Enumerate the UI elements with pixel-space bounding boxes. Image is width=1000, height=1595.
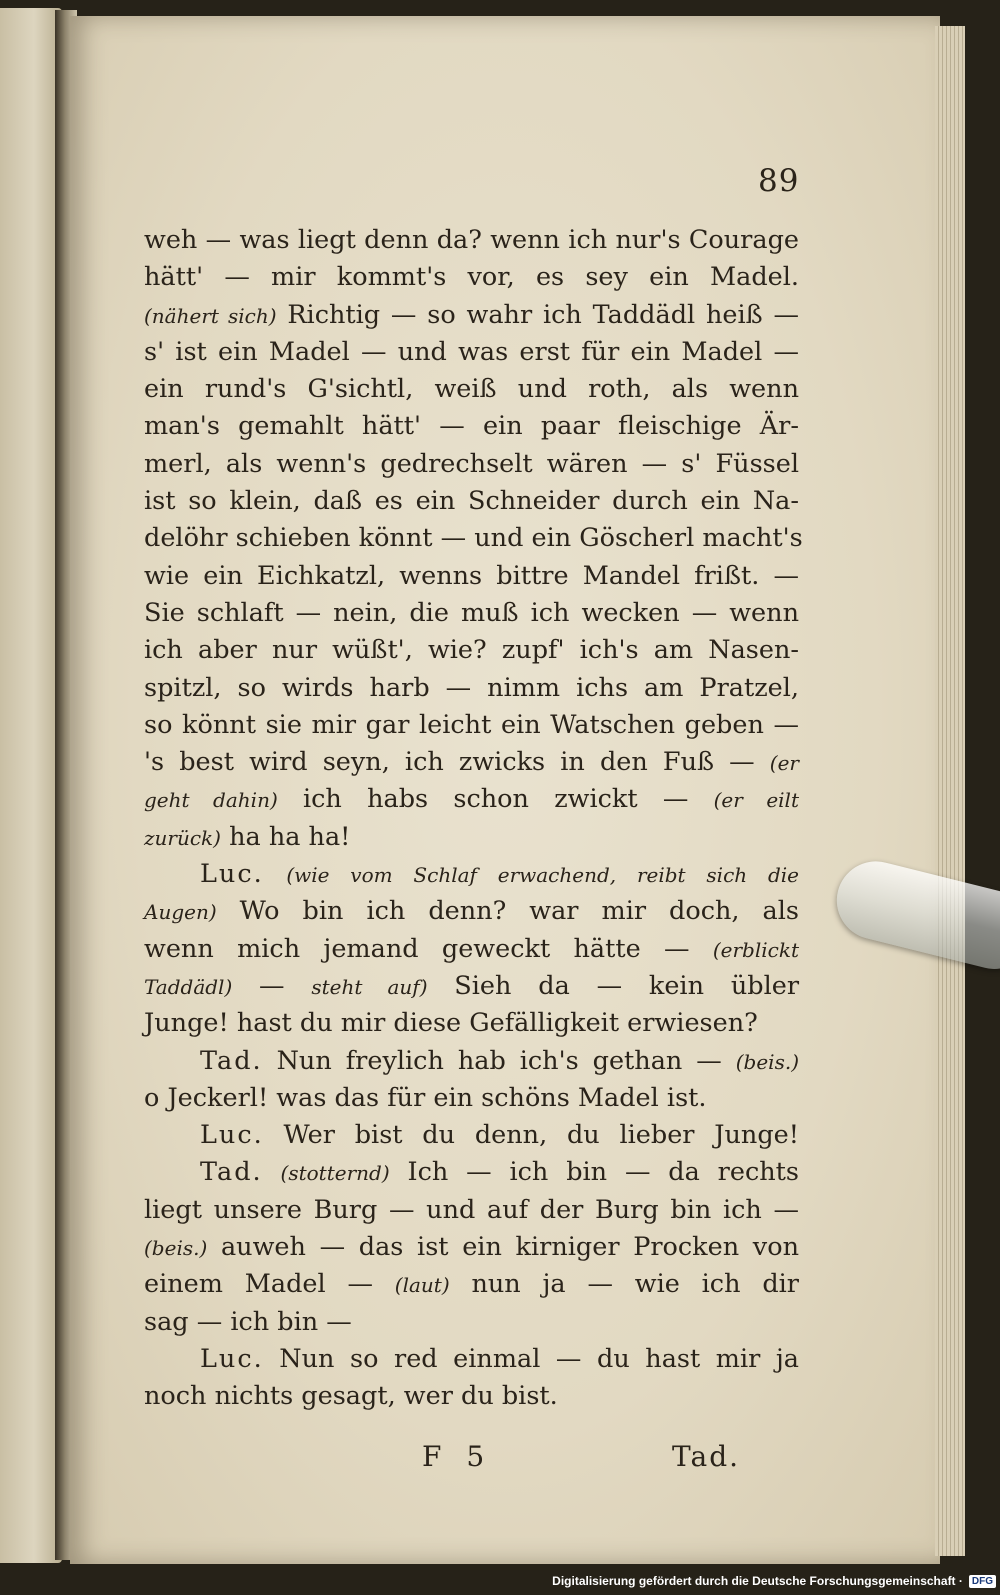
digitization-credit	[552, 1571, 996, 1591]
page-footer	[0, 1440, 1000, 1480]
text-line	[144, 558, 799, 595]
line-text: nun ja — wie ich dir	[449, 1269, 800, 1300]
text-line	[144, 1266, 799, 1303]
speaker-name: Luc.	[200, 1343, 264, 1374]
text-line	[144, 1080, 799, 1117]
line-text: Nun freylich hab ich's gethan —	[262, 1045, 736, 1076]
text-line	[144, 670, 799, 707]
stage-direction: (er	[769, 751, 799, 776]
speaker-name: Luc.	[200, 859, 264, 890]
stage-direction: Augen)	[144, 900, 217, 925]
line-text: ich aber nur wüßt', wie? zupf' ich's am Nasen-	[144, 635, 799, 666]
line-text: auweh — das ist ein kirniger Procken von	[207, 1232, 799, 1263]
stage-direction: steht auf)	[311, 974, 428, 999]
line-text: wenn mich jemand geweckt hätte —	[144, 933, 713, 964]
line-text	[263, 1157, 281, 1187]
text-line	[144, 1192, 799, 1229]
text-line	[144, 707, 799, 744]
text-line	[144, 520, 803, 557]
line-text: s' ist ein Madel — und was erst für ein Madel —	[144, 336, 799, 367]
line-text: Wer bist du denn, du lieber Junge!	[263, 1120, 799, 1151]
line-text: ich habs schon zwickt —	[277, 784, 714, 815]
page-block-edges	[935, 26, 965, 1556]
line-text: sag — ich bin —	[144, 1306, 352, 1337]
text-line	[144, 1229, 799, 1266]
text-line	[144, 371, 799, 408]
line-text: hätt' — mir kommt's vor, es sey ein Madel.	[144, 262, 799, 293]
text-line	[144, 1341, 799, 1378]
line-text: einem Madel —	[144, 1269, 395, 1300]
line-text: liegt unsere Burg — und auf der Burg bin ich —	[144, 1194, 799, 1225]
speaker-name: Luc.	[200, 1120, 264, 1151]
text-line	[144, 1005, 799, 1042]
line-text: so könnt sie mir gar leicht ein Watschen geben —	[144, 709, 799, 740]
speaker-name: Tad.	[200, 1045, 263, 1076]
text-line	[144, 968, 799, 1005]
line-text: o Jeckerl! was das für ein schöns Madel ist.	[144, 1082, 707, 1113]
line-text: Richtig — so wahr ich Taddädl heiß —	[276, 299, 799, 330]
stage-direction: (nähert sich)	[144, 303, 277, 328]
dfg-logo: DFG	[969, 1575, 996, 1588]
stage-direction: Taddädl)	[144, 974, 233, 999]
line-text: —	[232, 970, 312, 1001]
line-text: wie ein Eichkatzl, wenns bittre Mandel frißt. —	[144, 560, 799, 591]
line-text: delöhr schieben könnt — und ein Göscherl macht's	[144, 523, 803, 554]
credit-text: Digitalisierung gefördert durch die Deutsche Forschungsgemeinschaft ·	[552, 1574, 963, 1588]
text-line	[144, 259, 799, 296]
line-text: Nun so red einmal — du hast mir ja	[263, 1343, 799, 1374]
text-line	[144, 931, 799, 968]
facing-page-edge	[0, 8, 62, 1563]
line-text: ein rund's G'sichtl, weiß und roth, als wenn	[144, 374, 799, 405]
text-line	[144, 1304, 799, 1341]
text-line	[144, 1154, 799, 1191]
text-line	[144, 781, 799, 818]
stage-direction: zurück)	[144, 825, 221, 850]
line-text	[264, 859, 287, 889]
stage-direction: (beis.)	[735, 1049, 799, 1074]
text-line	[144, 1378, 799, 1415]
text-line	[144, 595, 799, 632]
speaker-name: Tad.	[200, 1157, 263, 1188]
text-line	[144, 297, 799, 334]
body-text	[144, 222, 803, 1416]
line-text: Sieh da — kein übler	[427, 970, 800, 1001]
line-text: 's best wird seyn, ich zwicks in den Fuß —	[144, 747, 770, 778]
catchword: Tad.	[672, 1440, 741, 1473]
line-text: Ich — ich bin — da rechts	[389, 1157, 800, 1188]
line-text: man's gemahlt hätt' — ein paar fleischige Är-	[144, 411, 799, 442]
text-line	[144, 1117, 799, 1154]
text-line	[144, 856, 799, 893]
line-text: Junge! hast du mir diese Gefälligkeit erwiesen?	[144, 1008, 758, 1039]
stage-direction: (beis.)	[144, 1236, 208, 1261]
text-line	[144, 1043, 799, 1080]
page-number: 89	[758, 163, 800, 199]
line-text: spitzl, so wirds harb — nimm ichs am Pratzel,	[144, 672, 799, 703]
text-line	[144, 819, 799, 856]
line-text: Wo bin ich denn? war mir doch, als	[216, 896, 799, 927]
stage-direction: geht dahin)	[144, 788, 278, 813]
line-text: merl, als wenn's gedrechselt wären — s' Füssel	[144, 448, 799, 479]
signature-mark: F 5	[422, 1440, 493, 1473]
text-line	[144, 408, 799, 445]
text-line	[144, 446, 799, 483]
line-text: noch nichts gesagt, wer du bist.	[144, 1381, 558, 1412]
stage-direction: (wie vom Schlaf erwachend, reibt sich die	[286, 863, 800, 888]
stage-direction: (laut)	[394, 1273, 450, 1298]
text-line	[144, 893, 799, 930]
text-line	[144, 222, 799, 259]
text-line	[144, 334, 799, 371]
stage-direction: (er eilt	[713, 788, 799, 813]
stage-direction: (erblickt	[712, 937, 799, 962]
text-line	[144, 632, 799, 669]
line-text: Sie schlaft — nein, die muß ich wecken — wenn	[144, 597, 799, 628]
text-line	[144, 744, 799, 781]
text-line	[144, 483, 799, 520]
line-text: weh — was liegt denn da? wenn ich nur's Courage	[144, 225, 799, 255]
line-text: ha ha ha!	[220, 821, 351, 852]
stage-direction: (stotternd)	[280, 1161, 390, 1186]
line-text: ist so klein, daß es ein Schneider durch ein Na-	[144, 486, 799, 517]
